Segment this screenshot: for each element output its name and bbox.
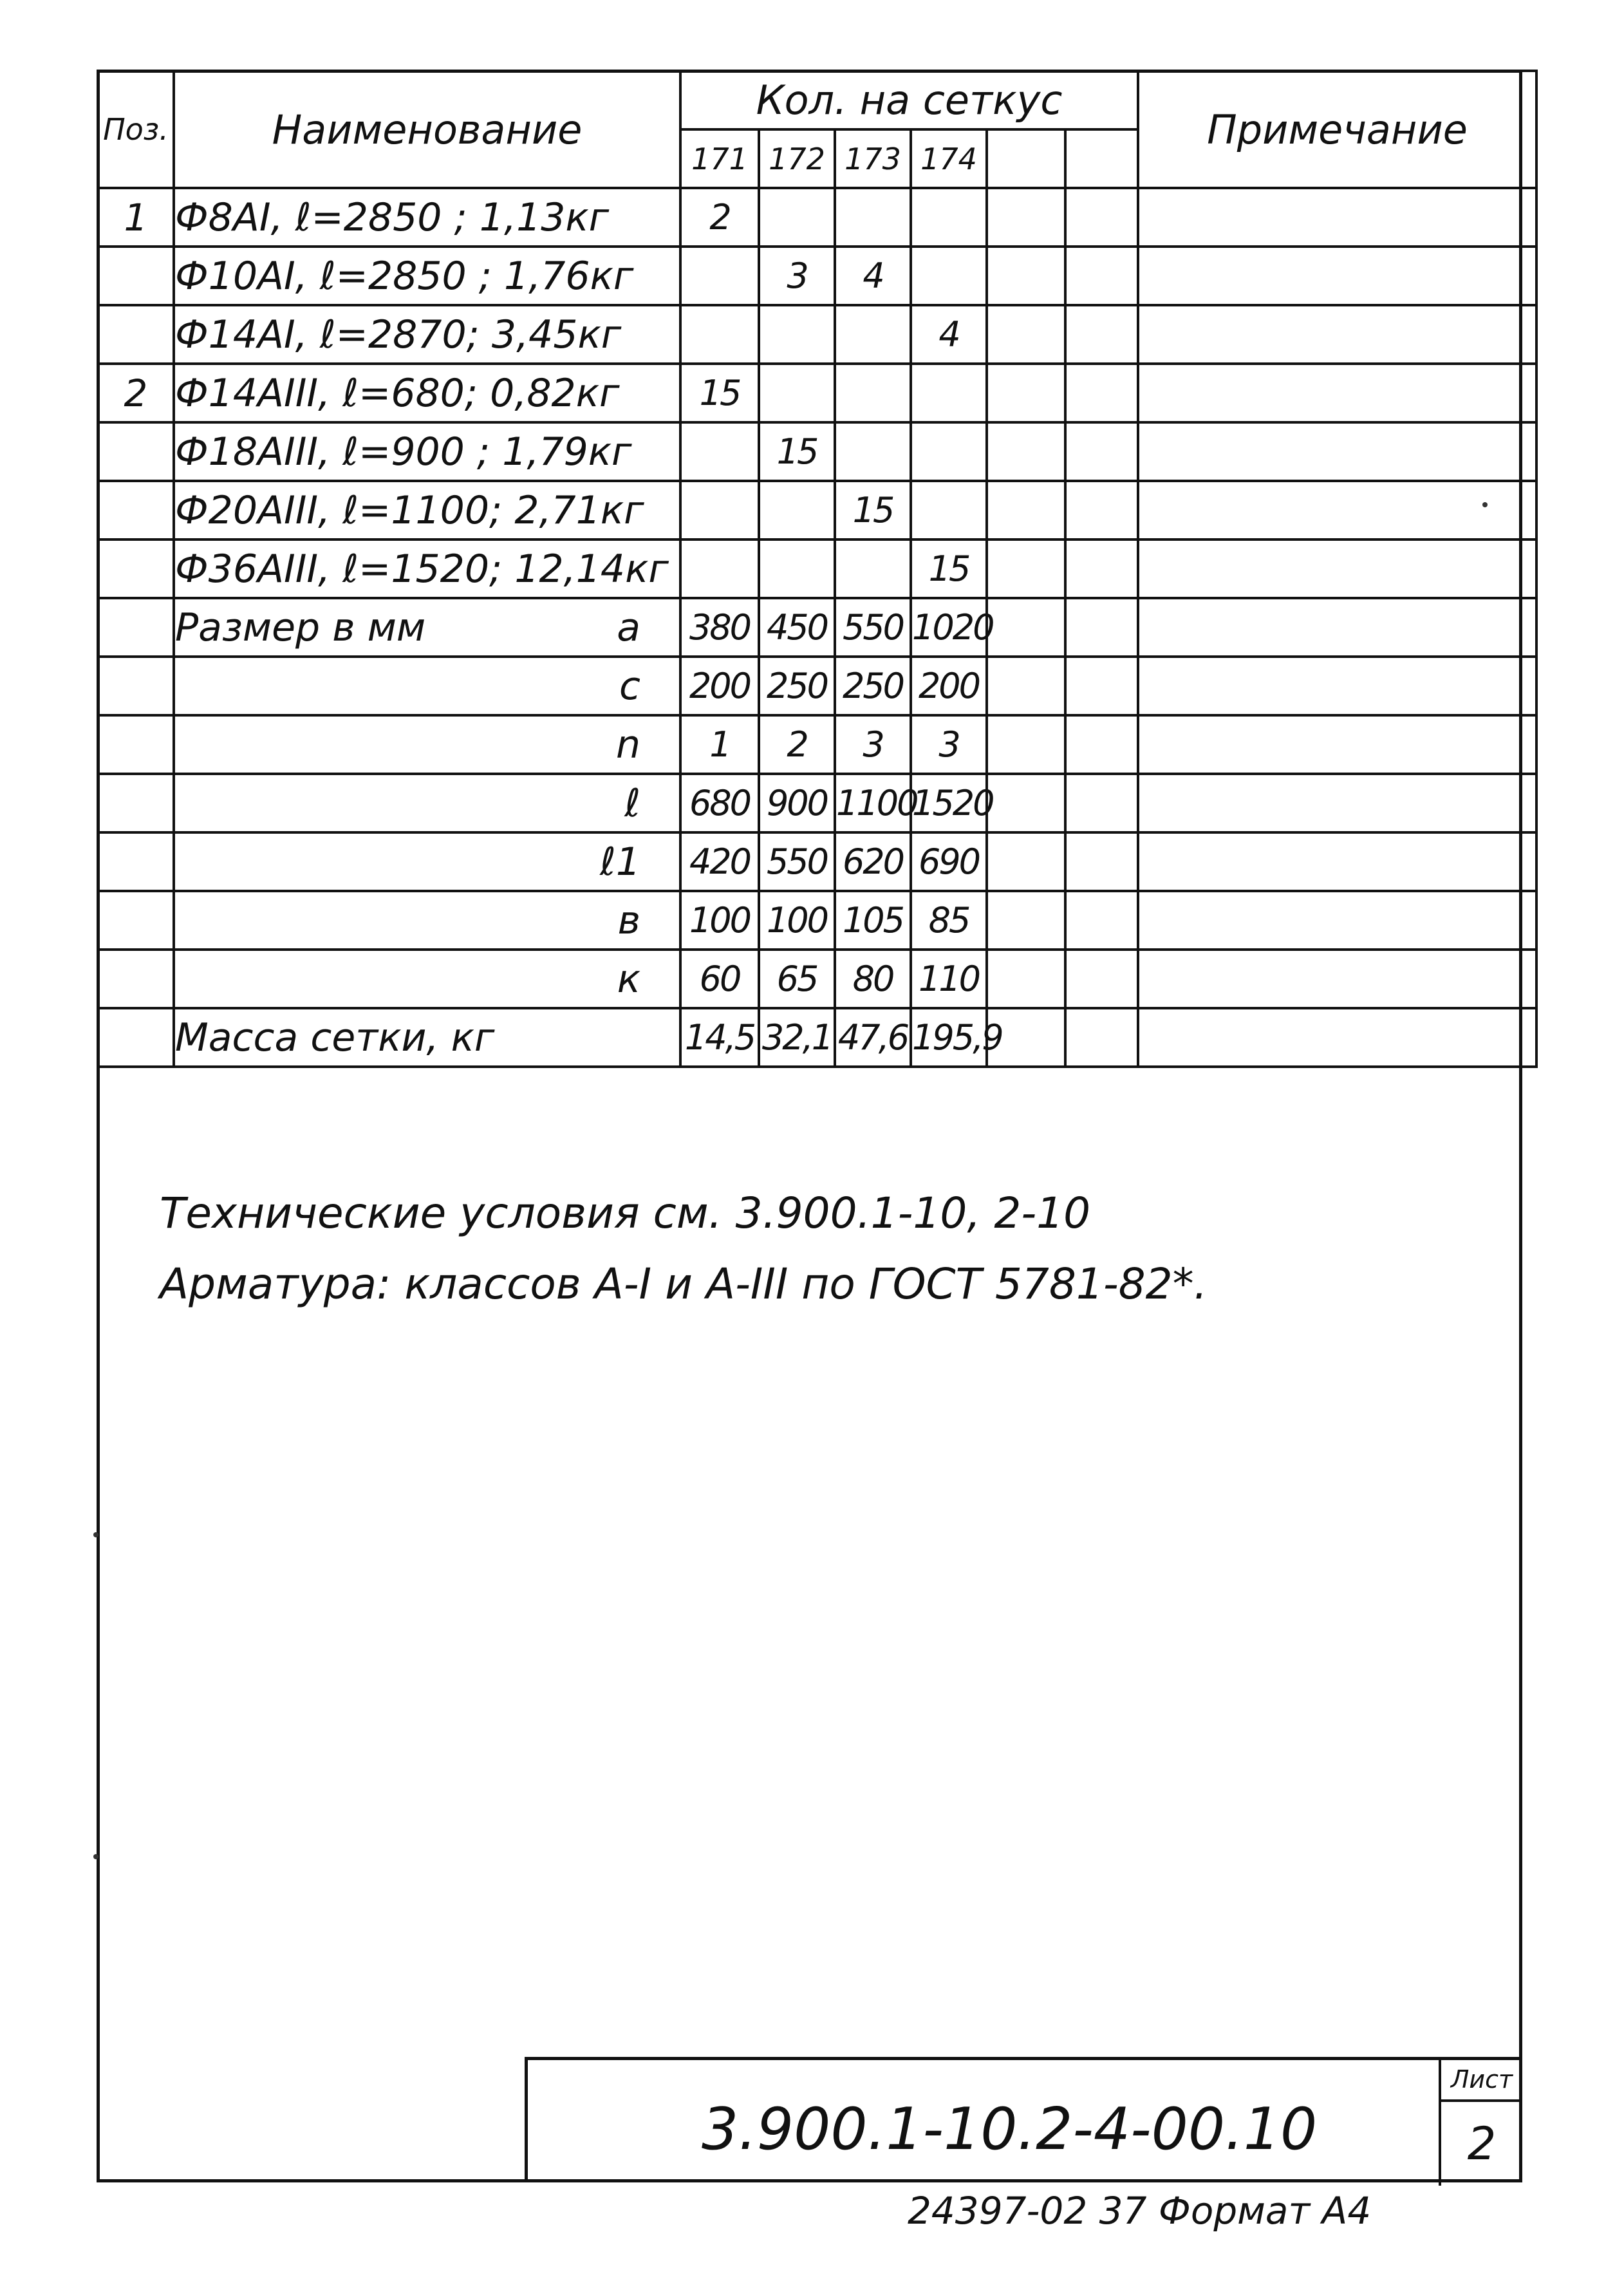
quantity-cell bbox=[835, 422, 911, 481]
note-cell bbox=[1138, 422, 1536, 481]
table-row bbox=[98, 539, 1536, 598]
table-row bbox=[98, 891, 1536, 950]
quantity-cell bbox=[1065, 774, 1138, 832]
table-row bbox=[98, 247, 1536, 305]
quantity-cell bbox=[911, 364, 987, 422]
specification-table bbox=[97, 70, 1538, 1068]
quantity-cell: 1020 bbox=[911, 598, 987, 657]
title-block bbox=[525, 2057, 1522, 2182]
quantity-cell: 380 bbox=[680, 598, 759, 657]
quantity-cell: 15 bbox=[911, 539, 987, 598]
quantity-cell bbox=[987, 364, 1065, 422]
row-position bbox=[98, 1008, 174, 1067]
quantity-cell: 4 bbox=[835, 247, 911, 305]
row-position bbox=[98, 598, 174, 657]
row-name bbox=[174, 832, 680, 891]
row-position bbox=[98, 422, 174, 481]
dimension-symbol: ℓ bbox=[624, 780, 640, 826]
scan-speck bbox=[1482, 502, 1488, 507]
table-row bbox=[98, 774, 1536, 832]
quantity-cell bbox=[987, 247, 1065, 305]
row-name bbox=[174, 305, 680, 364]
item-description: Ф14AI, ℓ=2870; 3,45кг bbox=[175, 312, 622, 357]
quantity-cell: 250 bbox=[835, 657, 911, 715]
row-position bbox=[98, 481, 174, 539]
dimension-symbol: ℓ1 bbox=[600, 839, 640, 885]
quantity-cell: 200 bbox=[680, 657, 759, 715]
quantity-cell: 47,6 bbox=[835, 1008, 911, 1067]
dimension-symbol: n bbox=[615, 722, 640, 767]
note-cell bbox=[1138, 188, 1536, 247]
note-cell bbox=[1138, 774, 1536, 832]
sheet-number: 2 bbox=[1439, 2102, 1522, 2186]
item-description: Размер в мм bbox=[175, 605, 426, 650]
note-cell bbox=[1138, 891, 1536, 950]
header-name: Наименование bbox=[174, 71, 680, 188]
quantity-cell: 15 bbox=[680, 364, 759, 422]
quantity-cell: 32,1 bbox=[759, 1008, 835, 1067]
dimension-symbol: c bbox=[619, 663, 640, 709]
quantity-cell: 3 bbox=[835, 715, 911, 774]
quantity-cell: 690 bbox=[911, 832, 987, 891]
row-name bbox=[174, 598, 680, 657]
quantity-cell: 65 bbox=[759, 950, 835, 1008]
item-description: Ф36AIII, ℓ=1520; 12,14кг bbox=[175, 546, 669, 592]
quantity-cell bbox=[987, 950, 1065, 1008]
row-name bbox=[174, 247, 680, 305]
row-name bbox=[174, 950, 680, 1008]
note-cell bbox=[1138, 481, 1536, 539]
quantity-cell: 195,9 bbox=[911, 1008, 987, 1067]
row-position bbox=[98, 305, 174, 364]
quantity-cell bbox=[987, 539, 1065, 598]
quantity-cell: 1 bbox=[680, 715, 759, 774]
table-row bbox=[98, 1008, 1536, 1067]
row-name bbox=[174, 364, 680, 422]
quantity-cell bbox=[911, 188, 987, 247]
quantity-cell bbox=[1065, 598, 1138, 657]
note-cell bbox=[1138, 364, 1536, 422]
quantity-cell bbox=[987, 891, 1065, 950]
quantity-cell: 4 bbox=[911, 305, 987, 364]
quantity-cell bbox=[987, 657, 1065, 715]
quantity-cell bbox=[835, 364, 911, 422]
quantity-cell: 550 bbox=[835, 598, 911, 657]
note-cell bbox=[1138, 950, 1536, 1008]
quantity-cell bbox=[1065, 950, 1138, 1008]
header-mark-blank-2 bbox=[1065, 129, 1138, 188]
table-row bbox=[98, 364, 1536, 422]
header-mark-173: 173 bbox=[835, 129, 911, 188]
table-row bbox=[98, 305, 1536, 364]
header-note: Примечание bbox=[1138, 71, 1536, 188]
quantity-cell: 450 bbox=[759, 598, 835, 657]
document-code: 3.900.1-10.2-4-00.10 bbox=[702, 2096, 1318, 2163]
note-cell bbox=[1138, 305, 1536, 364]
quantity-cell: 100 bbox=[680, 891, 759, 950]
quantity-cell: 14,5 bbox=[680, 1008, 759, 1067]
quantity-cell bbox=[987, 598, 1065, 657]
quantity-cell bbox=[1065, 715, 1138, 774]
note-cell bbox=[1138, 247, 1536, 305]
row-name bbox=[174, 891, 680, 950]
row-position bbox=[98, 832, 174, 891]
quantity-cell bbox=[680, 247, 759, 305]
quantity-cell bbox=[680, 305, 759, 364]
note-line-2: Арматура: классов A-I и A-III по ГОСТ 5781-82*. bbox=[160, 1259, 1208, 1309]
quantity-cell bbox=[1065, 422, 1138, 481]
quantity-cell: 620 bbox=[835, 832, 911, 891]
table-row bbox=[98, 422, 1536, 481]
quantity-cell bbox=[1065, 481, 1138, 539]
note-cell bbox=[1138, 598, 1536, 657]
header-qty: Кол. на сеткус bbox=[680, 71, 1138, 129]
quantity-cell: 15 bbox=[759, 422, 835, 481]
quantity-cell bbox=[911, 422, 987, 481]
quantity-cell bbox=[1065, 832, 1138, 891]
quantity-cell: 2 bbox=[680, 188, 759, 247]
row-name bbox=[174, 715, 680, 774]
quantity-cell: 100 bbox=[759, 891, 835, 950]
note-cell bbox=[1138, 539, 1536, 598]
technical-notes bbox=[160, 1178, 1208, 1320]
quantity-cell bbox=[759, 539, 835, 598]
header-mark-174: 174 bbox=[911, 129, 987, 188]
quantity-cell bbox=[987, 481, 1065, 539]
header-mark-172: 172 bbox=[759, 129, 835, 188]
row-name bbox=[174, 774, 680, 832]
quantity-cell: 550 bbox=[759, 832, 835, 891]
scan-speck bbox=[93, 1854, 98, 1859]
row-position: 1 bbox=[98, 188, 174, 247]
header-mark-blank-1 bbox=[987, 129, 1065, 188]
quantity-cell bbox=[759, 188, 835, 247]
quantity-cell: 80 bbox=[835, 950, 911, 1008]
quantity-cell bbox=[987, 715, 1065, 774]
row-name bbox=[174, 481, 680, 539]
table-row bbox=[98, 188, 1536, 247]
quantity-cell: 15 bbox=[835, 481, 911, 539]
item-description: Ф8AI, ℓ=2850 ; 1,13кг bbox=[175, 194, 610, 240]
quantity-cell bbox=[987, 188, 1065, 247]
note-cell bbox=[1138, 657, 1536, 715]
quantity-cell bbox=[911, 481, 987, 539]
quantity-cell bbox=[680, 422, 759, 481]
quantity-cell bbox=[680, 539, 759, 598]
item-description: Ф14AIII, ℓ=680; 0,82кг bbox=[175, 370, 620, 416]
table-row bbox=[98, 715, 1536, 774]
row-position bbox=[98, 950, 174, 1008]
quantity-cell bbox=[987, 774, 1065, 832]
row-position bbox=[98, 715, 174, 774]
quantity-cell bbox=[1065, 539, 1138, 598]
note-cell bbox=[1138, 715, 1536, 774]
table-row bbox=[98, 481, 1536, 539]
quantity-cell bbox=[1065, 188, 1138, 247]
row-position bbox=[98, 774, 174, 832]
quantity-cell: 1520 bbox=[911, 774, 987, 832]
quantity-cell bbox=[987, 832, 1065, 891]
row-position: 2 bbox=[98, 364, 174, 422]
quantity-cell bbox=[835, 539, 911, 598]
row-position bbox=[98, 657, 174, 715]
quantity-cell bbox=[987, 305, 1065, 364]
table-row bbox=[98, 598, 1536, 657]
dimension-symbol: к bbox=[617, 956, 640, 1002]
scan-speck bbox=[93, 1532, 98, 1537]
item-description: Ф10AI, ℓ=2850 ; 1,76кг bbox=[175, 253, 634, 299]
quantity-cell: 60 bbox=[680, 950, 759, 1008]
note-line-1: Технические условия см. 3.900.1-10, 2-10 bbox=[160, 1188, 1091, 1238]
row-name bbox=[174, 539, 680, 598]
row-position bbox=[98, 891, 174, 950]
sheet-label: Лист bbox=[1439, 2060, 1522, 2102]
quantity-cell bbox=[835, 188, 911, 247]
item-description: Масса сетки, кг bbox=[175, 1015, 495, 1060]
row-position bbox=[98, 539, 174, 598]
note-cell bbox=[1138, 832, 1536, 891]
quantity-cell bbox=[987, 422, 1065, 481]
quantity-cell: 105 bbox=[835, 891, 911, 950]
row-name bbox=[174, 422, 680, 481]
quantity-cell bbox=[1065, 657, 1138, 715]
note-cell bbox=[1138, 1008, 1536, 1067]
quantity-cell bbox=[1065, 305, 1138, 364]
quantity-cell: 200 bbox=[911, 657, 987, 715]
quantity-cell bbox=[759, 305, 835, 364]
quantity-cell bbox=[759, 481, 835, 539]
quantity-cell: 110 bbox=[911, 950, 987, 1008]
quantity-cell: 900 bbox=[759, 774, 835, 832]
quantity-cell bbox=[1065, 891, 1138, 950]
table-row bbox=[98, 950, 1536, 1008]
row-name bbox=[174, 1008, 680, 1067]
footer-format: 24397-02 37 Формат A4 bbox=[908, 2189, 1372, 2233]
quantity-cell: 420 bbox=[680, 832, 759, 891]
quantity-cell bbox=[835, 305, 911, 364]
quantity-cell: 250 bbox=[759, 657, 835, 715]
quantity-cell bbox=[1065, 247, 1138, 305]
quantity-cell: 680 bbox=[680, 774, 759, 832]
quantity-cell bbox=[680, 481, 759, 539]
row-position bbox=[98, 247, 174, 305]
table-row bbox=[98, 832, 1536, 891]
row-name bbox=[174, 657, 680, 715]
header-mark-171: 171 bbox=[680, 129, 759, 188]
quantity-cell: 3 bbox=[759, 247, 835, 305]
table-row bbox=[98, 657, 1536, 715]
quantity-cell: 1100 bbox=[835, 774, 911, 832]
quantity-cell: 85 bbox=[911, 891, 987, 950]
row-name bbox=[174, 188, 680, 247]
quantity-cell bbox=[759, 364, 835, 422]
dimension-symbol: a bbox=[617, 605, 640, 650]
item-description: Ф18AIII, ℓ=900 ; 1,79кг bbox=[175, 429, 632, 474]
quantity-cell bbox=[911, 247, 987, 305]
quantity-cell bbox=[1065, 1008, 1138, 1067]
quantity-cell bbox=[1065, 364, 1138, 422]
header-pos: Поз. bbox=[98, 71, 174, 188]
quantity-cell: 3 bbox=[911, 715, 987, 774]
dimension-symbol: в bbox=[617, 897, 640, 943]
quantity-cell: 2 bbox=[759, 715, 835, 774]
item-description: Ф20AIII, ℓ=1100; 2,71кг bbox=[175, 487, 644, 533]
